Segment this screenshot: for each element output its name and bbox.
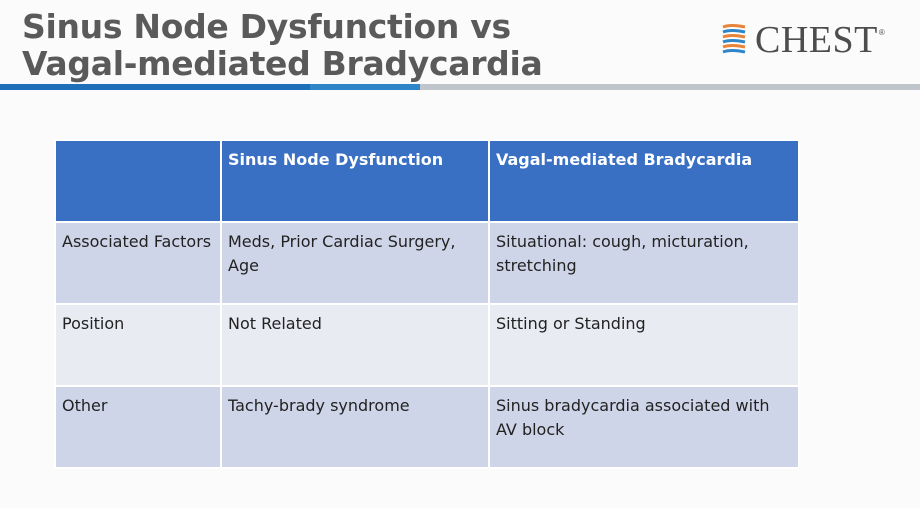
slide-title-line-1: Sinus Node Dysfunction vs: [22, 7, 511, 46]
comparison-table: [54, 139, 800, 469]
table-row: [55, 386, 799, 468]
registered-mark: ®: [878, 28, 885, 37]
table-cell: Tachy-brady syndrome: [221, 386, 489, 468]
chest-logo: [719, 20, 885, 60]
table-cell: Meds, Prior Cardiac Surgery, Age: [221, 222, 489, 304]
chest-logo-text: CHEST: [755, 19, 878, 61]
slide-title: [22, 8, 542, 82]
chest-logo-icon: [719, 23, 749, 57]
title-divider: [0, 84, 920, 90]
table-header-row: [55, 140, 799, 222]
row-label-other: Other: [55, 386, 221, 468]
table-cell: Not Related: [221, 304, 489, 386]
slide-title-line-2: Vagal-mediated Bradycardia: [22, 44, 543, 83]
header-cell-empty: [55, 140, 221, 222]
table-cell: Sitting or Standing: [489, 304, 799, 386]
table-cell: Situational: cough, micturation, stretching: [489, 222, 799, 304]
table-cell: Sinus bradycardia associated with AV block: [489, 386, 799, 468]
header-cell-vagal-mediated-bradycardia: Vagal-mediated Bradycardia: [489, 140, 799, 222]
table-row: [55, 304, 799, 386]
row-label-position: Position: [55, 304, 221, 386]
header-cell-sinus-node-dysfunction: Sinus Node Dysfunction: [221, 140, 489, 222]
table-row: [55, 222, 799, 304]
row-label-associated-factors: Associated Factors: [55, 222, 221, 304]
